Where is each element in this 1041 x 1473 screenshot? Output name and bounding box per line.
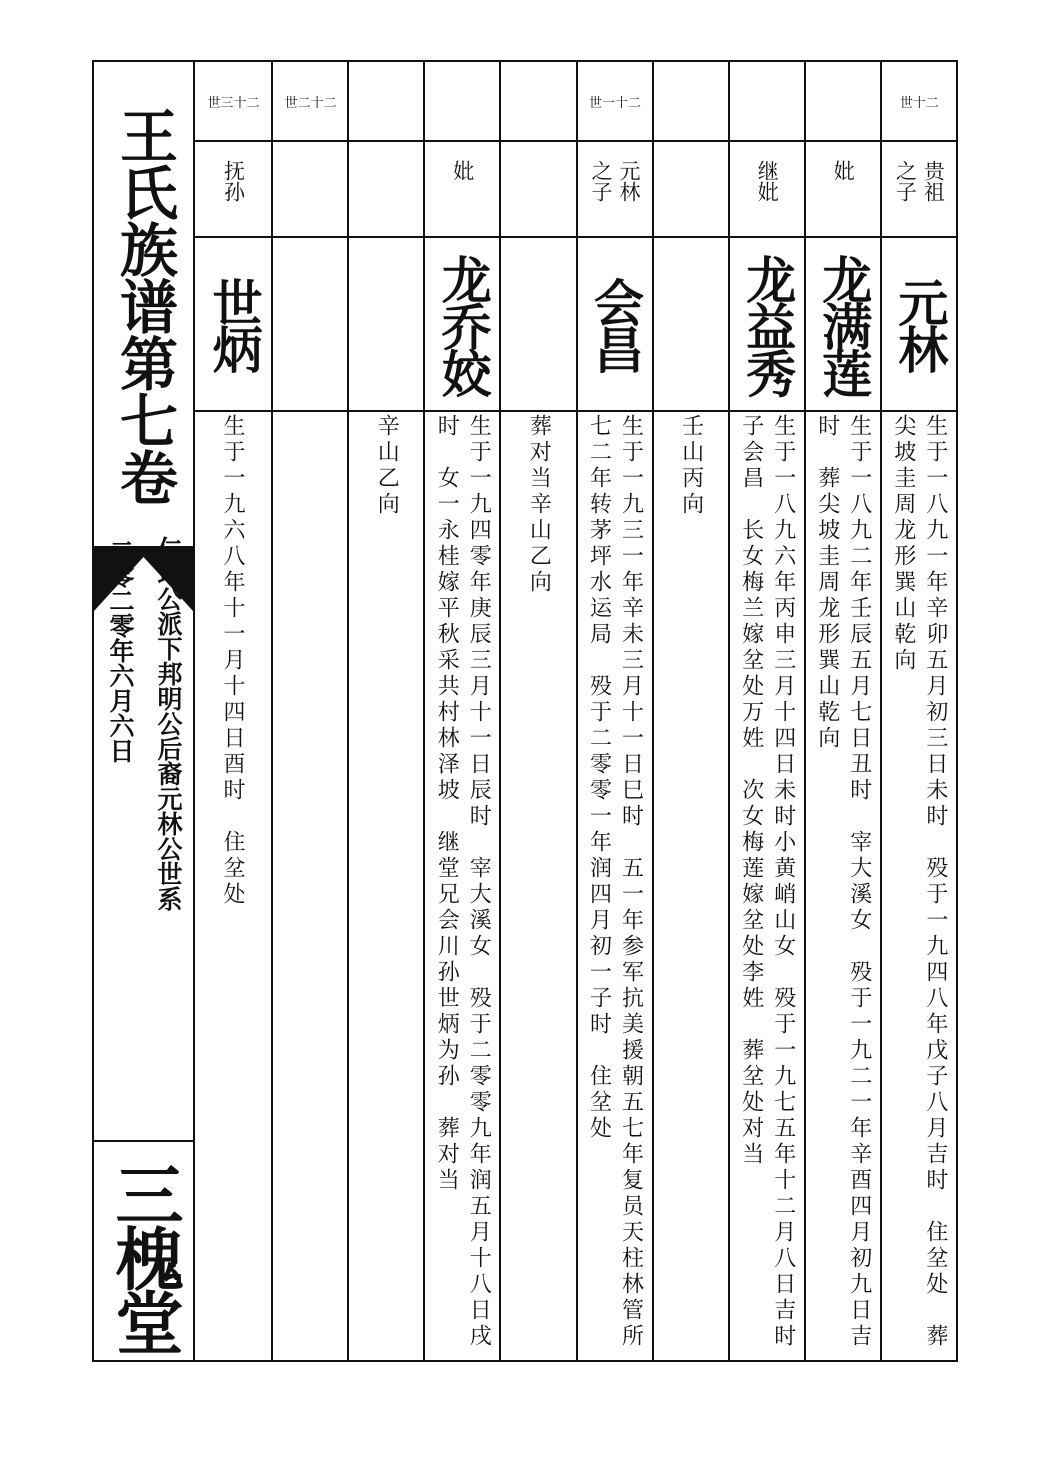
name-cell: [425, 238, 500, 410]
record-text: 葬对当辛山乙向: [526, 414, 552, 596]
name-cell: [501, 238, 576, 410]
title-spine: [94, 62, 195, 1360]
record-cell: [656, 414, 726, 1354]
relation-text: 贵祖之子: [893, 160, 946, 202]
record-text: 壬山丙向: [678, 414, 704, 518]
relation-cell: [578, 142, 653, 236]
record-cell: [503, 414, 573, 1354]
record-text: 生于一九四零年庚辰三月十一日辰时 宰大溪女 殁于二零零九年润五月十八日戌时 女一永桂嫁平秋采共村林泽坡 继堂兄会川孙世炳为孙 葬对当: [434, 414, 492, 1350]
genealogy-page: [92, 60, 958, 1376]
relation-text: 妣: [450, 160, 475, 181]
generation-label: 世十二: [899, 95, 939, 111]
row-divider: [349, 410, 424, 412]
record-text: 生于一八九一年辛卯五月初三日未时 殁于一九四八年戊子八月吉时 住坌处 葬尖坡圭周龙形巽山乾向: [890, 414, 948, 1350]
relation-cell: [501, 142, 576, 236]
generation-label: [730, 62, 805, 140]
entry-column: [576, 62, 653, 1360]
entry-column: [347, 62, 424, 1360]
row-divider: [195, 410, 272, 412]
entry-column: [423, 62, 500, 1360]
person-name: 元林: [890, 277, 950, 371]
record-cell: [351, 414, 421, 1354]
entry-column: [728, 62, 805, 1376]
record-cell: [580, 414, 650, 1354]
row-divider: [273, 410, 348, 412]
lineage-subtitle: 仁琦公派下邦明公后裔元林公世系: [154, 536, 183, 911]
volume-title: 王氏族谱第七卷: [110, 105, 178, 505]
compile-date: 二零二零年六月六日: [106, 538, 135, 763]
record-text: 生于一八九六年丙申三月十四日未时小黄峭山女 殁于一九七五年十二月八日吉时 子会昌 长女梅兰嫁坌处万姓 次女梅莲嫁坌处李姓 葬坌处对当: [738, 414, 796, 1376]
name-cell: [882, 238, 957, 410]
person-name: 世炳: [204, 277, 264, 371]
generation-label: 世二十二: [284, 95, 337, 111]
entry-column: [804, 62, 881, 1360]
row-divider: [654, 410, 729, 412]
relation-text: 妣: [831, 160, 856, 181]
relation-text: 抚孙: [221, 160, 246, 202]
hall-name: 三槐堂: [104, 1160, 184, 1352]
relation-cell: [273, 142, 348, 236]
person-name: 会昌: [586, 277, 645, 371]
person-name: 龙乔姣: [433, 253, 493, 395]
generation-label: 世三十二: [207, 95, 260, 111]
record-cell: [732, 414, 802, 1376]
relation-cell: [806, 142, 881, 236]
name-cell: [195, 238, 272, 410]
record-text: 辛山乙向: [374, 414, 400, 518]
generation-label: 世一十二: [588, 95, 641, 111]
relation-cell: [349, 142, 424, 236]
generation-label: [349, 62, 424, 140]
record-cell: [427, 414, 497, 1354]
entry-column: [195, 62, 272, 1360]
row-divider: [425, 410, 500, 412]
row-divider: [501, 410, 576, 412]
name-cell: [730, 238, 805, 410]
record-text: 生于一九三一年辛未三月十一日巳时 五一年参军抗美援朝五七年复员天柱林管所七二年转茅坪水运局 殁于二零零一年润四月初一子时 住坌处: [586, 414, 644, 1350]
name-cell: [349, 238, 424, 410]
record-cell: [275, 414, 345, 1354]
row-divider: [882, 410, 957, 412]
row-divider: [578, 410, 653, 412]
record-cell: [808, 414, 878, 1354]
entry-column: [499, 62, 576, 1360]
generation-label: [425, 62, 500, 140]
entry-column: [271, 62, 348, 1360]
generation-label: [501, 62, 576, 140]
row-divider: [730, 410, 805, 412]
spine-divider-lower: [94, 1140, 193, 1142]
entry-column: [652, 62, 729, 1360]
record-text: 生于一八九二年壬辰五月七日丑时 宰大溪女 殁于一九二一年辛酉四月初九日吉时 葬尖坡圭周龙形巽山乾向: [814, 414, 872, 1350]
relation-text: 元林之子: [589, 160, 641, 202]
person-name: 龙益秀: [738, 253, 798, 395]
relation-cell: [195, 142, 272, 236]
relation-cell: [654, 142, 729, 236]
row-divider: [806, 410, 881, 412]
relation-cell: [882, 142, 957, 236]
record-text: 生于一九六八年十一月十四日酉时 住坌处: [220, 414, 245, 908]
relation-cell: [730, 142, 805, 236]
name-cell: [654, 238, 729, 410]
entry-column: [880, 62, 957, 1360]
entry-grid: [195, 62, 956, 1376]
relation-text: 继妣: [755, 160, 780, 202]
person-name: 龙满莲: [814, 253, 874, 395]
name-cell: [806, 238, 881, 410]
record-cell: [884, 414, 954, 1354]
name-cell: [578, 238, 653, 410]
generation-label: [654, 62, 729, 140]
relation-cell: [425, 142, 500, 236]
generation-label: [806, 62, 881, 140]
record-cell: [197, 414, 267, 1354]
name-cell: [273, 238, 348, 410]
